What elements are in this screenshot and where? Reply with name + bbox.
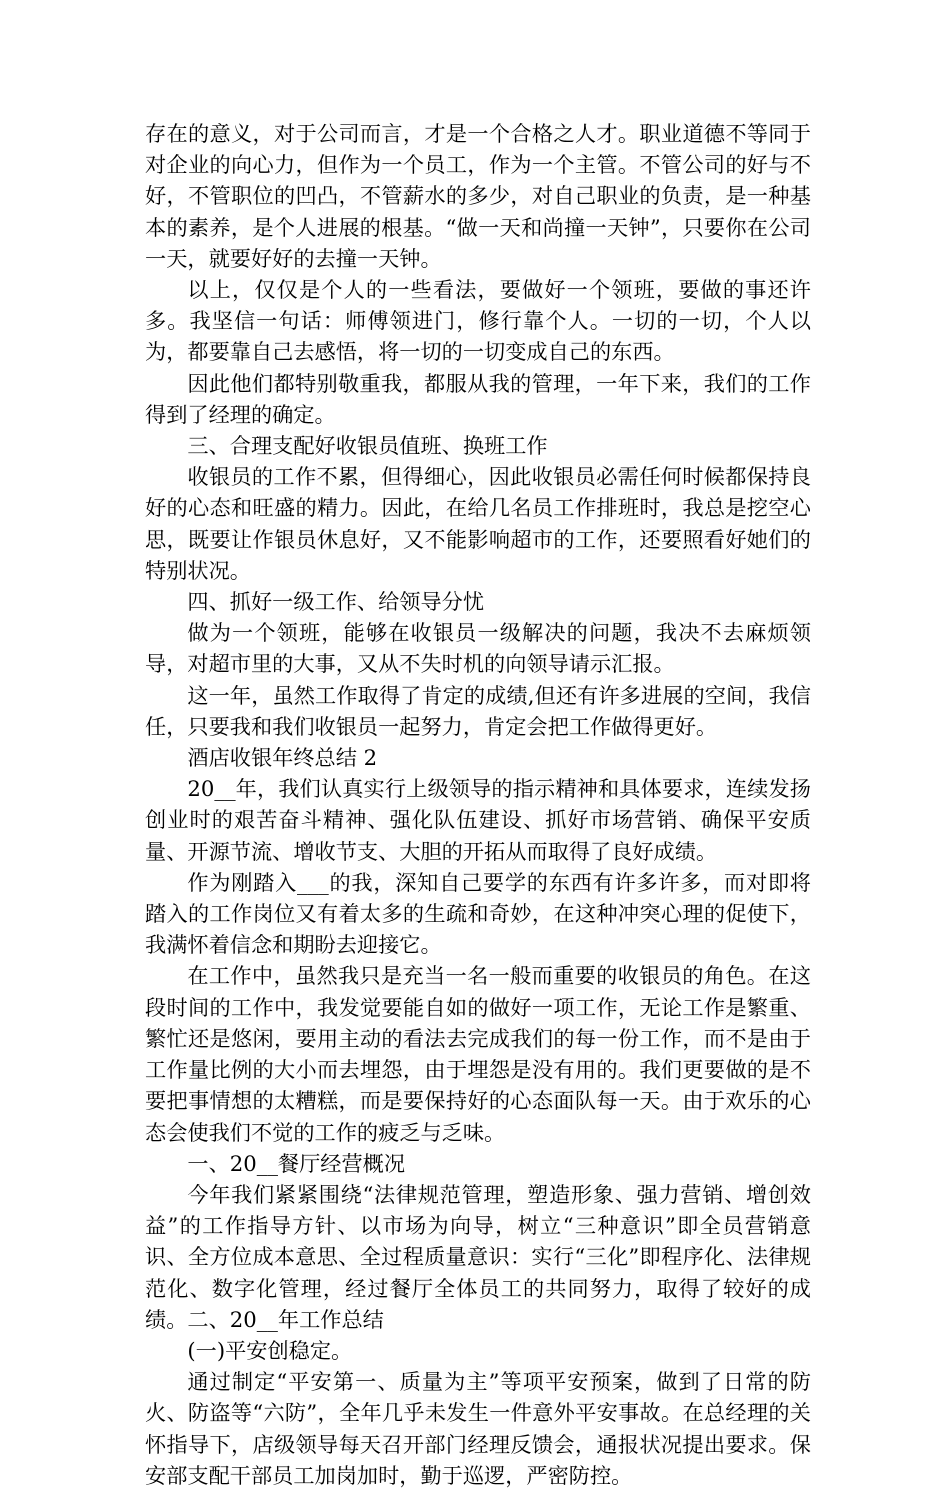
paragraph: 以上，仅仅是个人的一些看法，要做好一个领班，要做的事还许多。我坚信一句话：师傅领进门，修行靠个人。一切的一切，个人以为，都要靠自己去感悟，将一切的一切变成自己的东西。 — [145, 277, 811, 365]
section-heading: 三、合理支配好收银员值班、换班工作 — [187, 433, 548, 459]
paragraph: 作为刚踏入___的我，深知自己要学的东西有许多许多，而对即将踏入的工作岗位又有着太多的生疏和奇妙，在这种冲突心理的促使下，我满怀着信念和期盼去迎接它。 — [145, 869, 811, 958]
paragraph: 20__年，我们认真实行上级领导的指示精神和具体要求，连续发扬创业时的艰苦奋斗精神、强化队伍建设、抓好市场营销、确保平安质量、开源节流、增收节支、大胆的开拓从而取得了良好成绩。 — [145, 776, 811, 864]
document-page — [145, 118, 811, 1491]
paragraph: 做为一个领班，能够在收银员一级解决的问题，我决不去麻烦领导，对超市里的大事，又从不失时机的向领导请示汇报。 — [145, 620, 811, 677]
paragraph: 在工作中，虽然我只是充当一名一般而重要的收银员的角色。在这段时间的工作中，我发觉要能自如的做好一项工作，无论工作是繁重、繁忙还是悠闲，要用主动的看法去完成我们的每一份工作，而不是由于工作量比例的大小而去埋怨，由于埋怨是没有用的。我们更要做的是不要把事情想的太糟糕，而是要保持好的心态面队每一天。由于欢乐的心态会使我们不觉的工作的疲乏与乏味。 — [145, 963, 811, 1145]
section-heading: 四、抓好一级工作、给领导分忧 — [187, 589, 485, 615]
paragraph: 存在的意义，对于公司而言，才是一个合格之人才。职业道德不等同于对企业的向心力，但作为一个员工，作为一个主管。不管公司的好与不好，不管职位的凹凸，不管薪水的多少，对自己职业的负责，是一种基本的素养，是个人进展的根基。“做一天和尚撞一天钟”，只要你在公司一天，就要好好的去撞一天钟。 — [145, 121, 811, 271]
paragraph: 因此他们都特别敬重我，都服从我的管理，一年下来，我们的工作得到了经理的确定。 — [145, 370, 811, 427]
document-title: 酒店收银年终总结 2 — [187, 745, 378, 771]
section-heading: 一、20__餐厅经营概况 — [187, 1150, 406, 1176]
paragraph: 今年我们紧紧围绕“法律规范管理，塑造形象、强力营销、增创效益”的工作指导方针、以市场为向导，树立“三种意识”即全员营销意识、全方位成本意思、全过程质量意识：实行“三化”即程序化、法律规范化、数字化管理，经过餐厅全体员工的共同努力，取得了较好的成绩。二、20__年工作总结 — [145, 1181, 811, 1332]
paragraph: 收银员的工作不累，但得细心，因此收银员必需任何时候都保持良好的心态和旺盛的精力。因此，在给几名员工作排班时，我总是挖空心思，既要让作银员休息好，又不能影响超市的工作，还要照看好她们的特别状况。 — [145, 464, 811, 583]
paragraph: 这一年，虽然工作取得了肯定的成绩,但还有许多进展的空间，我信任，只要我和我们收银员一起努力，肯定会把工作做得更好。 — [145, 682, 811, 739]
paragraph: 通过制定“平安第一、质量为主”等项平安预案，做到了日常的防火、防盗等“六防”，全年几乎未发生一件意外平安事故。在总经理的关怀指导下，店级领导每天召开部门经理反馈会，通报状况提出要求。保安部支配干部员工加岗加时，勤于巡逻，严密防控。 — [145, 1369, 811, 1488]
subsection-heading: (一)平安创稳定。 — [187, 1337, 353, 1363]
